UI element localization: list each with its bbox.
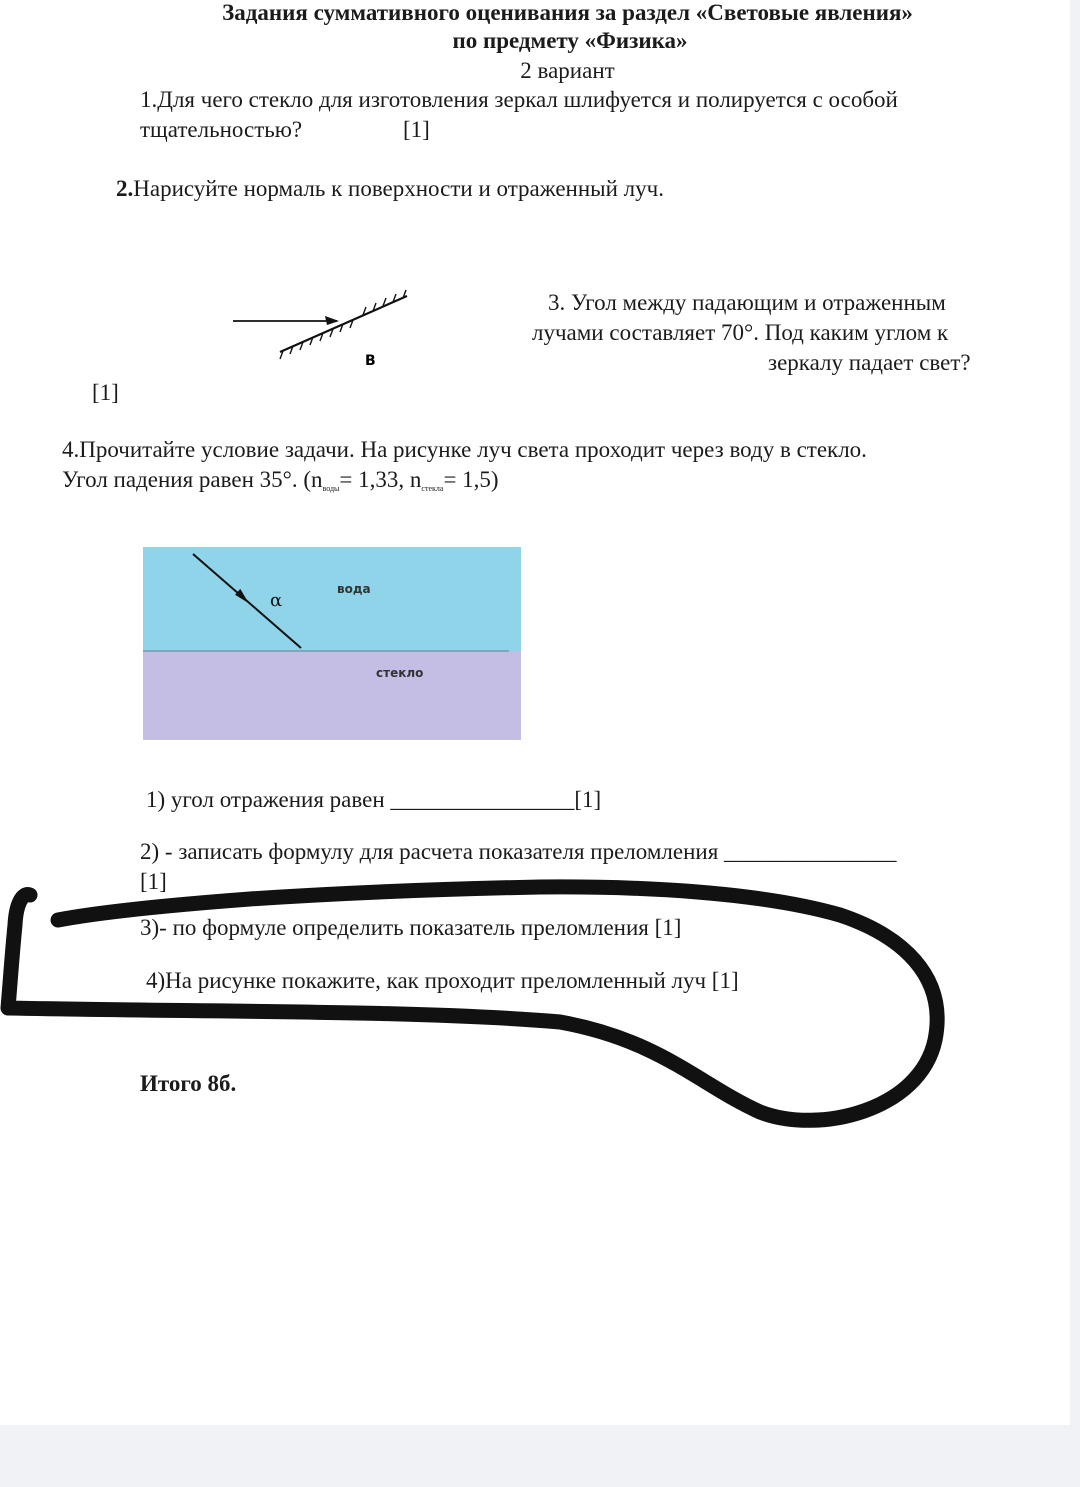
glass-label: стекло — [376, 666, 424, 680]
n-glass-subscript: стекла — [421, 484, 444, 493]
mirror-diagram — [225, 285, 425, 375]
document-subtitle: по предмету «Физика» — [452, 28, 688, 53]
total-score: Итого 8б. — [140, 1071, 237, 1096]
question-2 — [116, 174, 664, 204]
question-4-sub2-line1: 2) - записать формулу для расчета показателя преломления _______________ — [140, 839, 897, 864]
question-2-number: 2. — [116, 176, 134, 201]
question-3-line2: лучами составляет 70°. Под каким углом к — [532, 320, 949, 345]
question-4-suffix: = 1,5) — [443, 467, 499, 492]
document-title: Задания суммативного оценивания за раздел «Световые явления» — [222, 0, 913, 25]
question-3-line3: зеркалу падает свет? — [768, 350, 971, 375]
question-1-score: [1] — [403, 117, 430, 142]
refraction-diagram — [143, 547, 523, 740]
variant-label: 2 вариант — [520, 58, 615, 83]
mirror-point-label: B — [365, 353, 376, 369]
question-1-line2: тщательностью? — [140, 117, 303, 142]
alpha-label: α — [270, 590, 283, 611]
question-3-line1: 3. Угол между падающим и отраженным — [548, 290, 946, 315]
question-4-mid: = 1,33, n — [339, 467, 422, 492]
question-4-line1: 4.Прочитайте условие задачи. На рисунке луч света проходит через воду в стекло. — [62, 437, 867, 462]
question-1-line1: 1.Для чего стекло для изготовления зеркал шлифуется и полируется с особой — [140, 87, 898, 112]
question-4-sub3: 3)- по формуле определить показатель преломления [1] — [140, 915, 682, 940]
question-4-prefix: Угол падения равен 35°. (n — [62, 467, 323, 492]
question-2-score: [1] — [92, 380, 119, 405]
question-4-sub2-line2: [1] — [140, 869, 167, 894]
question-4-sub1: 1) угол отражения равен ________________[1] — [146, 787, 602, 812]
n-water-subscript: воды — [322, 484, 340, 493]
glass-region — [143, 651, 521, 740]
water-region — [143, 547, 521, 651]
question-4-sub4: 4)На рисунке покажите, как проходит преломленный луч [1] — [146, 968, 739, 993]
question-4-line2 — [62, 465, 499, 504]
question-2-text: Нарисуйте нормаль к поверхности и отраженный луч. — [133, 176, 664, 201]
ray-arrow-icon — [325, 316, 339, 325]
water-label: вода — [337, 582, 371, 596]
